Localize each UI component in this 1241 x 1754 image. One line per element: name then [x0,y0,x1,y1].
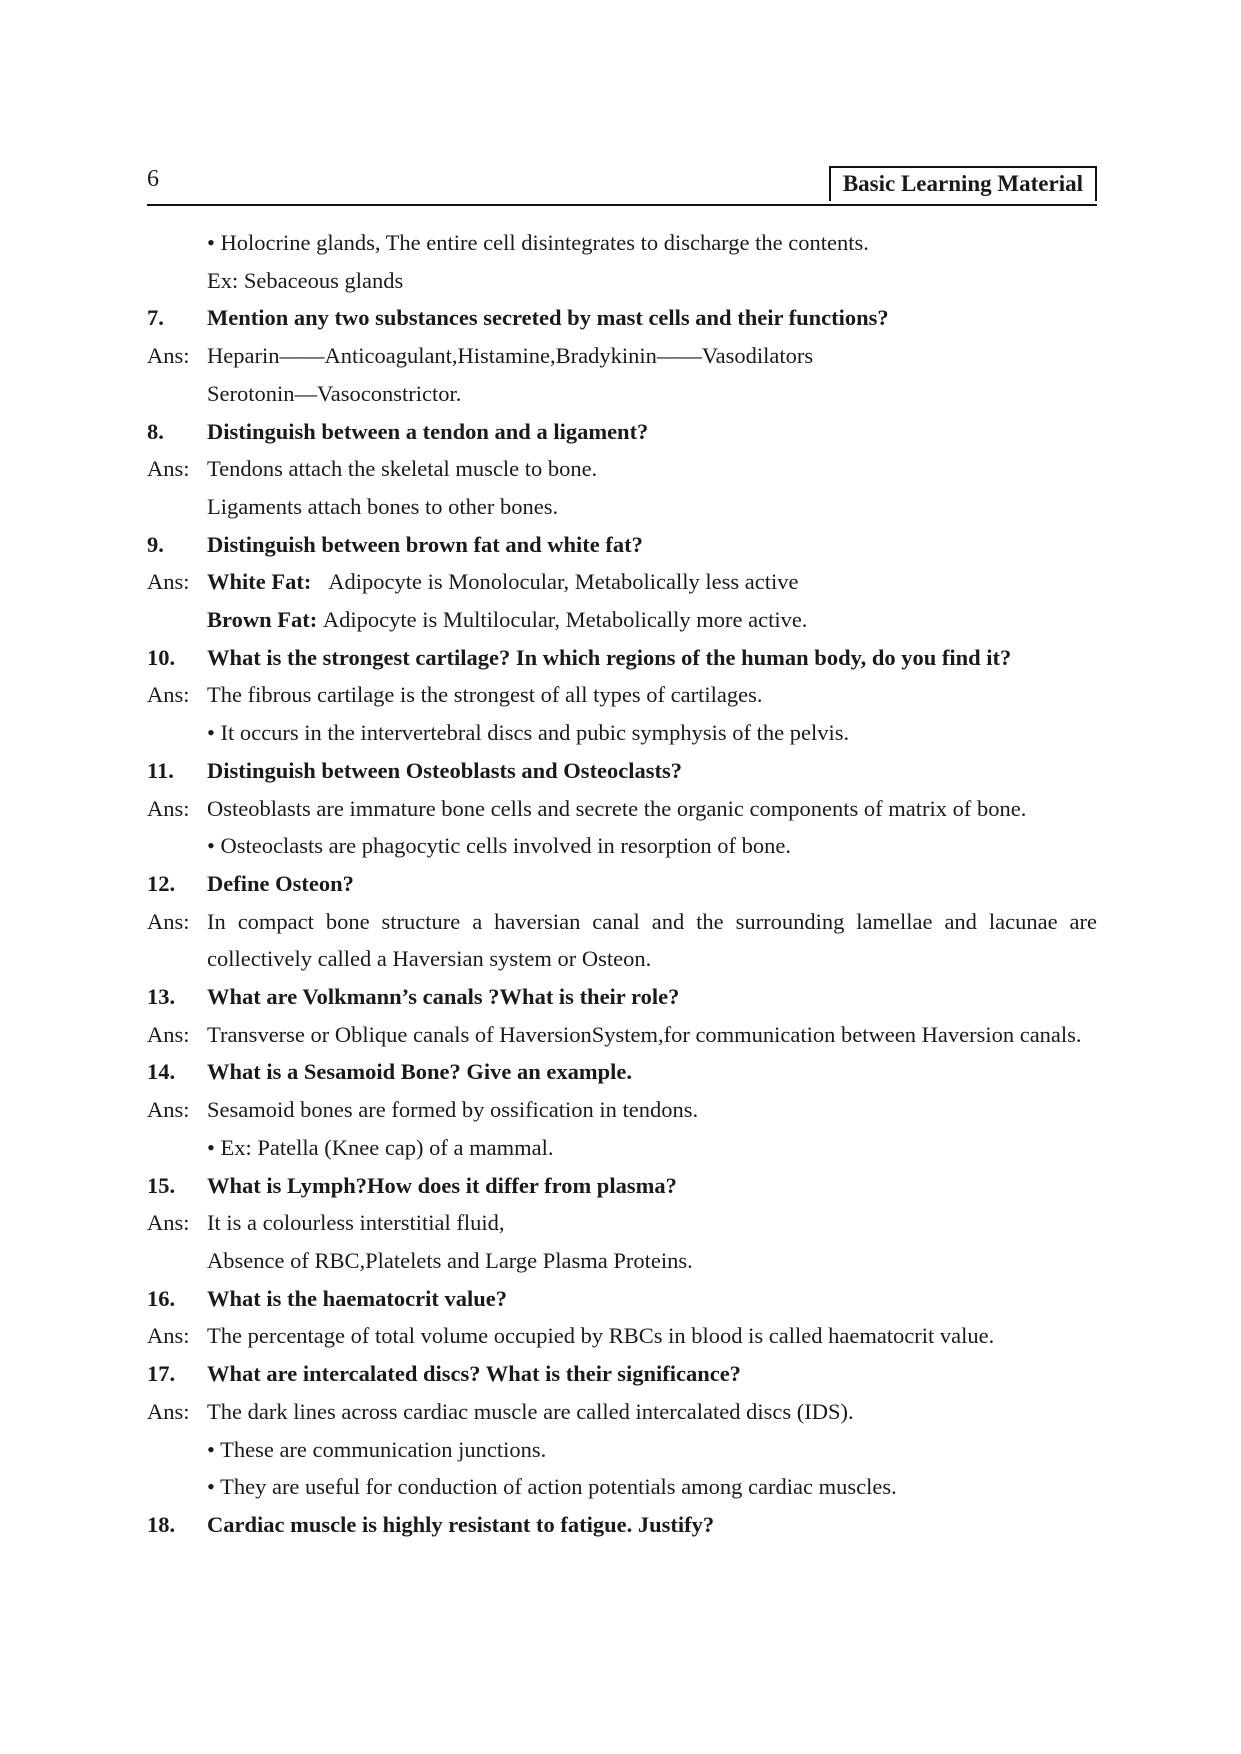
answer-text: The dark lines across cardiac muscle are called intercalated discs (IDS). [207,1398,854,1424]
question-text: What are Volkmann’s canals ?What is their role? [207,984,680,1010]
answer-10-line-2: • It occurs in the intervertebral discs and pubic symphysis of the pelvis. [207,720,850,746]
answer-label: Ans: [147,1021,190,1047]
question-number: 17. [147,1361,176,1387]
answer-17-line-2: • These are communication junctions. [207,1436,547,1462]
question-18 [147,1506,1097,1544]
question-9 [147,526,1097,564]
answer-text: The fibrous cartilage is the strongest of all types of cartilages. [207,682,763,708]
answer-text: Adipocyte is Multilocular, Metabolically more active. [322,607,808,633]
question-number: 16. [147,1285,176,1311]
answer-label: Ans: [147,1210,190,1236]
answer-text: Heparin——Anticoagulant,Histamine,Bradykinin——Vasodilators [207,343,814,369]
question-text: Mention any two substances secreted by mast cells and their functions? [207,305,889,331]
answer-9-line-2 [147,601,1097,639]
answer-12-line-1 [147,903,1097,978]
question-text: Distinguish between a tendon and a ligament? [207,418,649,444]
answer-7-line-2: Serotonin—Vasoconstrictor. [207,380,462,406]
answer-7-line-1 [147,337,1097,375]
question-number: 11. [147,757,174,783]
question-text: Cardiac muscle is highly resistant to fatigue. Justify? [207,1511,715,1537]
answer-label: Ans: [147,908,190,934]
question-text: What is the strongest cartilage? In which regions of the human body, do you find it? [207,644,1012,670]
answer-8-line-2: Ligaments attach bones to other bones. [207,493,559,519]
answer-label: Ans: [147,1398,190,1424]
answer-text: Osteoblasts are immature bone cells and secrete the organic components of matrix of bone. [207,795,1027,821]
answer-text: It is a colourless interstitial fluid, [207,1210,505,1236]
answer-label: Ans: [147,343,190,369]
page-number: 6 [147,166,159,192]
question-text: What is the haematocrit value? [207,1285,507,1311]
question-text: Distinguish between brown fat and white fat? [207,531,643,557]
answer-11-line-1 [147,790,1097,828]
answer-label: Ans: [147,1097,190,1123]
question-number: 10. [147,644,176,670]
question-13 [147,978,1097,1016]
answer-label: Ans: [147,795,190,821]
question-7 [147,299,1097,337]
question-number: 8. [147,418,164,444]
intro-line: • Holocrine glands, The entire cell disintegrates to discharge the contents. [207,230,869,255]
question-text: What is a Sesamoid Bone? Give an example. [207,1059,633,1085]
question-number: 15. [147,1172,176,1198]
answer-label: Ans: [147,456,190,482]
question-number: 9. [147,531,164,557]
brown-fat-term: Brown Fat: [207,607,318,633]
answer-label: Ans: [147,569,190,595]
answer-11-line-2: • Osteoclasts are phagocytic cells involved in resorption of bone. [207,833,791,859]
answer-text: Tendons attach the skeletal muscle to bone. [207,456,598,482]
question-text: Define Osteon? [207,870,354,896]
answer-text: In compact bone structure a haversian canal and the surrounding lamellae and lacunae are collectively called a Haversian system or Osteon. [207,908,1097,972]
document-page [147,164,1097,1544]
question-number: 18. [147,1511,176,1537]
answer-16-line-1 [147,1317,1097,1355]
answer-text: The percentage of total volume occupied by RBCs in blood is called haematocrit value. [207,1323,995,1349]
question-12 [147,865,1097,903]
answer-17-line-3: • They are useful for conduction of action potentials among cardiac muscles. [207,1474,897,1500]
answer-text: Sesamoid bones are formed by ossification in tendons. [207,1097,699,1123]
question-number: 7. [147,305,164,331]
answer-label: Ans: [147,1323,190,1349]
answer-text: Transverse or Oblique canals of HaversionSystem,for communication between Haversion canals. [207,1021,1082,1047]
question-text: What is Lymph?How does it differ from plasma? [207,1172,677,1198]
answer-text: Adipocyte is Monolocular, Metabolically less active [328,569,799,595]
question-15 [147,1167,1097,1205]
question-number: 14. [147,1059,176,1085]
answer-10-line-1 [147,676,1097,714]
question-number: 12. [147,870,176,896]
answer-8-line-1 [147,450,1097,488]
question-text: Distinguish between Osteoblasts and Osteoclasts? [207,757,683,783]
question-10 [147,639,1097,677]
page-header [147,164,1097,206]
white-fat-term: White Fat: [207,569,312,595]
question-14 [147,1053,1097,1091]
running-title: Basic Learning Material [829,166,1097,201]
answer-label: Ans: [147,682,190,708]
answer-15-line-1 [147,1204,1097,1242]
answer-9-line-1 [147,563,1097,601]
answer-17-line-1 [147,1393,1097,1431]
question-8 [147,413,1097,451]
page-content [147,224,1097,1544]
question-number: 13. [147,984,176,1010]
answer-14-line-1 [147,1091,1097,1129]
answer-15-line-2: Absence of RBC,Platelets and Large Plasma Proteins. [207,1247,693,1273]
question-text: What are intercalated discs? What is their significance? [207,1361,741,1387]
question-11 [147,752,1097,790]
answer-13-line-1 [147,1016,1097,1054]
intro-example: Ex: Sebaceous glands [207,267,404,293]
question-17 [147,1355,1097,1393]
question-16 [147,1280,1097,1318]
answer-14-line-2: • Ex: Patella (Knee cap) of a mammal. [207,1134,554,1160]
